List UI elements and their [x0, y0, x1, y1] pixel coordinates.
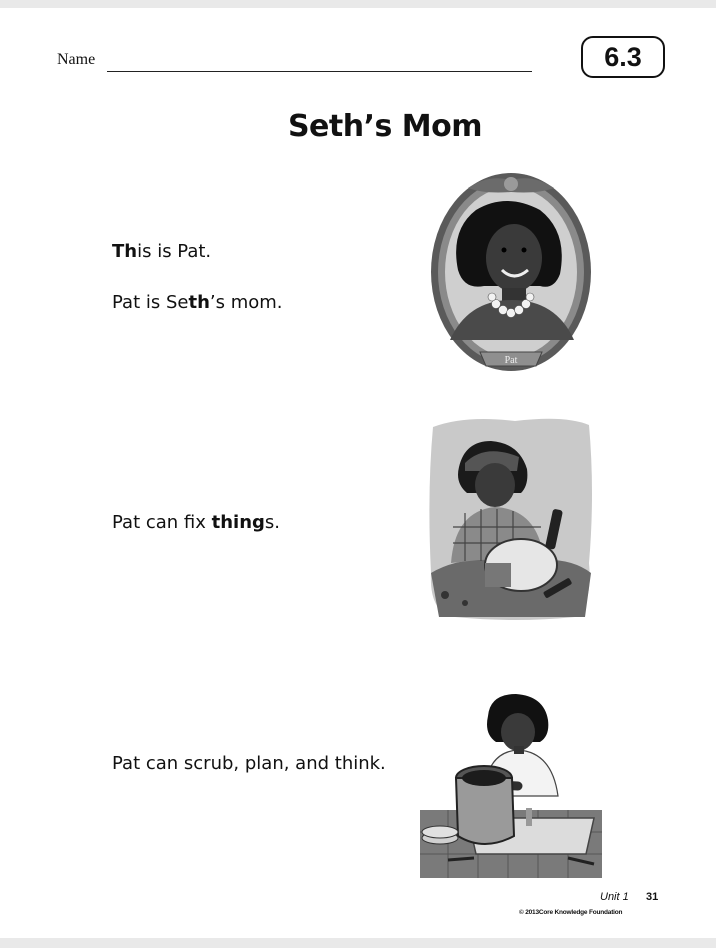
footer-copyright: © 2013Core Knowledge Foundation [519, 909, 623, 916]
name-label: Name [57, 51, 96, 68]
name-field-line [107, 71, 532, 72]
sentence-3-post: s. [264, 512, 281, 533]
portrait-of-pat-illustration [428, 170, 594, 374]
pat-scrubbing-pot-illustration [418, 686, 604, 880]
sentence-3-pre: Pat can fix [112, 512, 212, 533]
sentence-1-bold: Th [112, 241, 138, 262]
sentence-2-bold: th [188, 292, 210, 313]
sentence-2-pre: Pat is Se [112, 292, 189, 313]
lesson-number-badge: 6.3 [581, 36, 665, 78]
footer-unit: Unit 1 [600, 891, 629, 903]
portrait-nameplate: Pat [504, 355, 518, 366]
sentence-2 [112, 292, 283, 313]
sentence-1-rest: is is Pat. [137, 241, 212, 262]
footer-page-number: 31 [646, 891, 659, 903]
worksheet-page [0, 8, 716, 938]
sentence-3 [112, 512, 280, 533]
page-title: Seth’s Mom [287, 109, 483, 144]
pat-fixing-things-illustration [425, 413, 595, 623]
sentence-1 [112, 241, 211, 262]
sentence-2-post: ’s mom. [209, 292, 283, 313]
sentence-3-bold: thing [211, 512, 265, 533]
sentence-4: Pat can scrub, plan, and think. [112, 753, 386, 774]
